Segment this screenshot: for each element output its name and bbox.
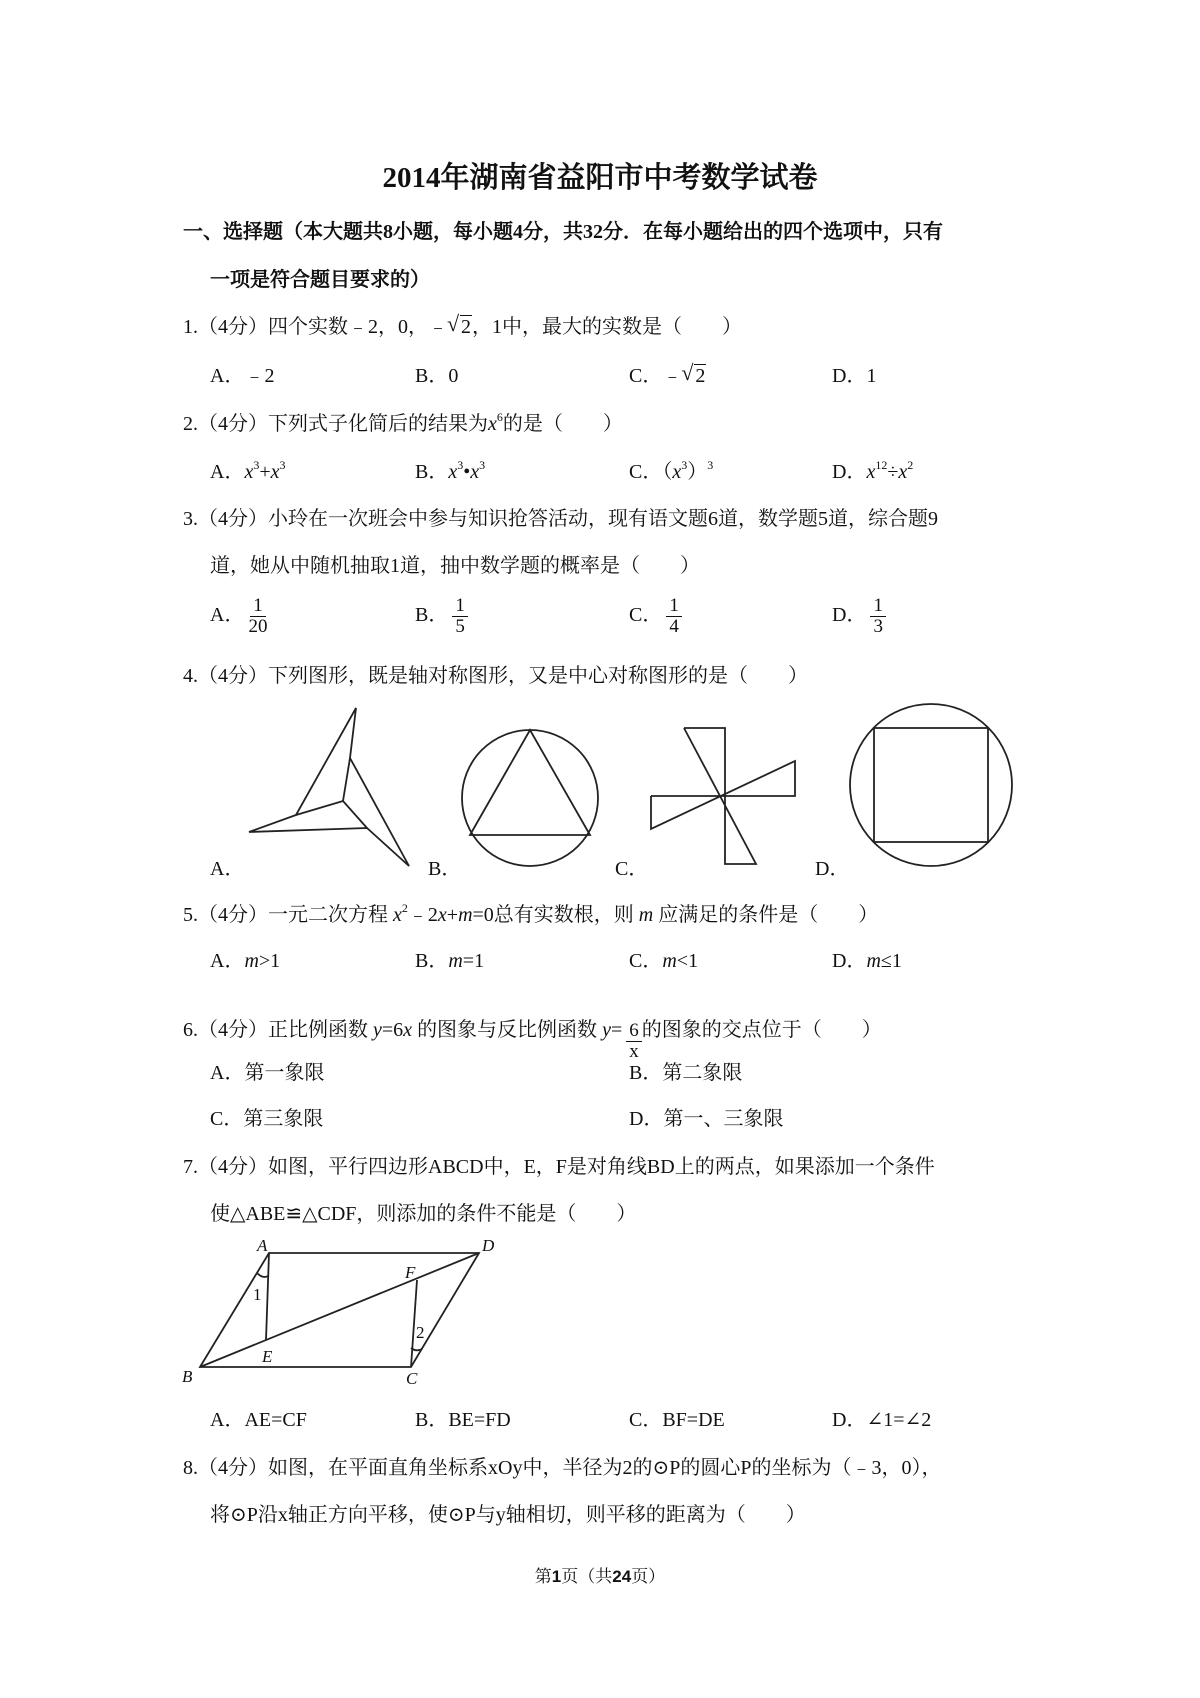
var: x — [448, 461, 458, 483]
section-heading-line1: 一、选择题（本大题共8小题，每小题4分，共32分．在每小题给出的四个选项中，只有 — [183, 221, 943, 243]
page-footer — [0, 1562, 1200, 1587]
figure-d-circle-square — [850, 704, 1012, 866]
q5-option-d — [832, 948, 902, 974]
label: B． — [415, 461, 449, 483]
question-3-line1: 3.（4分）小玲在一次班会中参与知识抢答活动，现有语文题6道，数学题5道，综合题9 — [183, 508, 938, 530]
text: C．﹣ — [629, 365, 683, 387]
text: ，1中，最大的实数是（ ） — [472, 316, 742, 338]
total-pages: 24 — [612, 1567, 632, 1586]
label: D． — [832, 950, 867, 972]
label: A． — [210, 604, 245, 627]
numerator: 6 — [626, 1021, 642, 1042]
numerator: 1 — [870, 596, 886, 617]
q7-option-c: C．BF=DE — [629, 1409, 725, 1431]
var: m — [458, 904, 473, 926]
var: y — [373, 1019, 382, 1042]
text: =0总有实数根，则 — [472, 904, 634, 926]
denominator: x — [629, 1041, 639, 1062]
question-2-stem — [183, 411, 623, 437]
var: x — [898, 461, 908, 483]
angle-label-1: 1 — [253, 1285, 262, 1304]
q1-option-c — [629, 363, 706, 389]
exponent: 3 — [253, 458, 260, 472]
q7-parallelogram-figure — [200, 1253, 479, 1367]
vertex-label-d: D — [482, 1236, 495, 1255]
q2-option-c — [629, 459, 713, 485]
question-7-line1: 7.（4分）如图，平行四边形ABCD中，E，F是对角线BD上的两点，如果添加一个条件 — [183, 1156, 935, 1178]
exponent: 3 — [681, 458, 688, 472]
text: ﹣2 — [407, 904, 438, 926]
label: C．（ — [629, 461, 673, 483]
question-1-stem — [183, 314, 742, 340]
q6-option-d: D．第一、三象限 — [629, 1108, 784, 1130]
op: + — [259, 461, 271, 483]
figure-label-d: D． — [815, 858, 850, 880]
section-heading-line2: 一项是符合题目要求的） — [210, 269, 430, 291]
var: y — [602, 1019, 611, 1042]
q2-option-d — [832, 459, 913, 485]
label: A． — [210, 461, 245, 483]
question-5-stem — [183, 902, 878, 928]
q7-option-b: B．BE=FD — [415, 1409, 511, 1431]
fraction — [626, 1021, 642, 1062]
figure-label-c: C． — [615, 858, 649, 880]
page-title: 2014年湖南省益阳市中考数学试卷 — [382, 162, 818, 194]
var: m — [448, 950, 463, 972]
text: 第 — [534, 1567, 552, 1586]
sqrt: √ 2 — [694, 364, 706, 387]
op: • — [463, 461, 471, 483]
q5-option-b — [415, 948, 484, 974]
q1-option-b: B．0 — [415, 365, 459, 387]
exponent: 3 — [707, 458, 714, 472]
q5-option-a — [210, 948, 280, 974]
question-8-line1: 8.（4分）如图，在平面直角坐标系xOy中，半径为2的⊙P的圆心P的坐标为（﹣3，0）， — [183, 1457, 942, 1479]
denominator: 5 — [455, 616, 465, 637]
text: >1 — [258, 950, 281, 972]
question-7-line2: 使△ABE≌△CDF，则添加的条件不能是（ ） — [210, 1203, 637, 1225]
q6-option-b: B．第二象限 — [629, 1062, 743, 1084]
fraction — [248, 596, 267, 637]
q3-option-a — [210, 596, 267, 637]
sqrt: √ 2 — [460, 315, 472, 338]
text: 6.（4分）正比例函数 — [183, 1019, 368, 1042]
var: m — [866, 950, 881, 972]
exponent: 3 — [279, 458, 286, 472]
q6-option-c: C．第三象限 — [210, 1108, 324, 1130]
text: 的图象与反比例函数 — [417, 1019, 598, 1042]
q7-option-d: D．∠1=∠2 — [832, 1409, 932, 1431]
text: 页（共 — [561, 1567, 613, 1586]
page-number: 1 — [551, 1567, 562, 1586]
q3-option-c — [629, 596, 682, 637]
q2-option-b — [415, 459, 485, 485]
fraction — [666, 596, 682, 637]
var: x — [393, 904, 402, 926]
text: =6 — [381, 1019, 404, 1042]
q5-option-c — [629, 948, 698, 974]
vertex-label-a: A — [257, 1236, 268, 1255]
text: = — [610, 1019, 623, 1042]
text: 2.（4分）下列式子化简后的结果为 — [183, 413, 488, 435]
q1-option-a: A．﹣2 — [210, 365, 275, 387]
op: ） — [687, 461, 708, 483]
point-label-f: F — [405, 1263, 416, 1282]
text: ≤1 — [880, 950, 902, 972]
q7-option-a: A．AE=CF — [210, 1409, 307, 1431]
question-4-stem: 4.（4分）下列图形，既是轴对称图形，又是中心对称图形的是（ ） — [183, 665, 808, 687]
var: m — [638, 904, 654, 926]
fraction — [452, 596, 468, 637]
text: 页） — [631, 1567, 666, 1586]
q3-option-d — [832, 596, 886, 637]
question-8-line2: 将⊙P沿x轴正方向平移，使⊙P与y轴相切，则平移的距离为（ ） — [210, 1504, 806, 1526]
vertex-label-c: C — [406, 1369, 418, 1388]
label: B． — [415, 604, 449, 627]
label: B． — [415, 950, 449, 972]
q3-option-b — [415, 596, 468, 637]
exponent: 12 — [875, 458, 888, 472]
label: C． — [629, 604, 663, 627]
label: D． — [832, 461, 867, 483]
text: + — [446, 904, 459, 926]
point-label-e: E — [262, 1347, 273, 1366]
figure-c-pinwheel — [651, 728, 795, 864]
figure-a-three-blade — [249, 708, 409, 866]
op: ÷ — [887, 461, 899, 483]
question-6-stem — [183, 1001, 882, 1062]
q6-option-a: A．第一象限 — [210, 1062, 325, 1084]
fraction — [870, 596, 886, 637]
label: D． — [832, 604, 867, 627]
text: 5.（4分）一元二次方程 — [183, 904, 388, 926]
numerator: 1 — [250, 596, 266, 617]
q2-option-a — [210, 459, 286, 485]
var: x — [403, 1019, 413, 1042]
text: 1.（4分）四个实数﹣2，0，﹣ — [183, 316, 448, 338]
label: A． — [210, 950, 245, 972]
var: x — [244, 461, 254, 483]
vertex-label-b: B — [182, 1367, 193, 1386]
var: x — [672, 461, 682, 483]
exponent: 2 — [401, 901, 408, 915]
var: x — [470, 461, 480, 483]
label: C． — [629, 950, 663, 972]
text: 的图象的交点位于（ ） — [641, 1019, 882, 1042]
text: =1 — [462, 950, 485, 972]
figure-label-b: B． — [428, 858, 462, 880]
text: <1 — [676, 950, 699, 972]
figure-label-a: A． — [210, 858, 245, 880]
var: x — [270, 461, 280, 483]
denominator: 4 — [669, 616, 679, 637]
var: m — [662, 950, 677, 972]
text: 应满足的条件是（ ） — [658, 904, 879, 926]
angle-label-2: 2 — [416, 1323, 425, 1342]
denominator: 3 — [873, 616, 883, 637]
exponent: 6 — [496, 410, 503, 424]
figure-b-circle-triangle — [462, 730, 598, 866]
var: x — [488, 413, 497, 435]
exponent: 2 — [907, 458, 914, 472]
denominator: 20 — [248, 616, 268, 637]
exponent: 3 — [457, 458, 464, 472]
var: m — [244, 950, 259, 972]
question-3-line2: 道，她从中随机抽取1道，抽中数学题的概率是（ ） — [210, 555, 700, 577]
var: x — [866, 461, 876, 483]
text: 的是（ ） — [502, 413, 623, 435]
numerator: 1 — [666, 596, 682, 617]
numerator: 1 — [452, 596, 468, 617]
exponent: 3 — [479, 458, 486, 472]
q1-option-d: D．1 — [832, 365, 877, 387]
var: x — [437, 904, 447, 926]
